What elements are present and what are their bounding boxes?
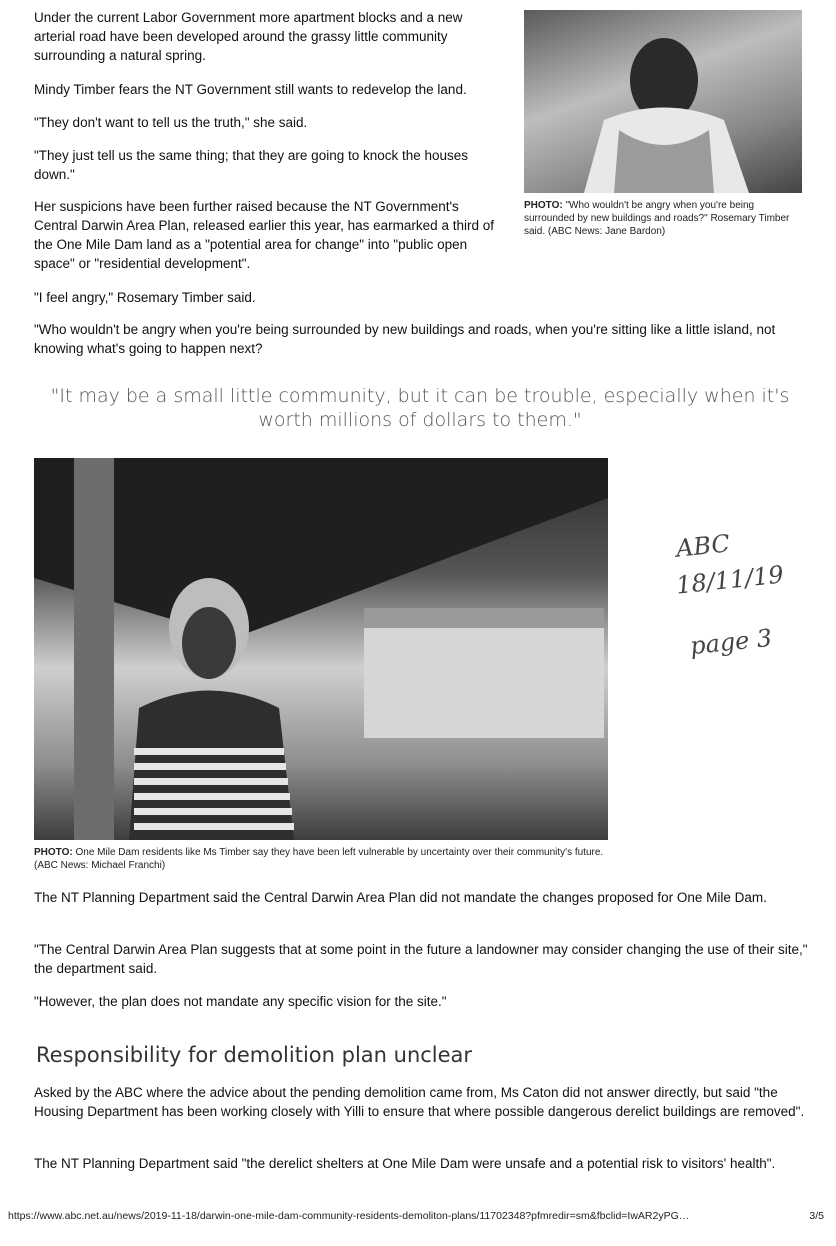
paragraph: Asked by the ABC where the advice about the pending demolition came from, Ms Caton did not answer directly, but said "the Housing Department has been working closely with Yilli to ensure that where possible dangerous derelict buildings are removed".: [34, 1085, 805, 1119]
handwritten-date: 18/11/19: [674, 560, 785, 600]
paragraph: "I feel angry," Rosemary Timber said.: [34, 290, 256, 305]
paragraph: "Who wouldn't be angry when you're being surrounded by new buildings and roads, when you're sitting like a little island, not knowing what's going to happen next?: [34, 322, 776, 356]
photo-label: PHOTO:: [34, 847, 73, 858]
photo-caption: [34, 846, 734, 872]
paragraph: "They just tell us the same thing; that they are going to knock the houses down.": [34, 148, 469, 182]
caption-text: "Who wouldn't be angry when you're being surrounded by new buildings and roads?" Rosemary Timber said. (ABC News: Jane Bardon): [524, 200, 790, 237]
caption-text: One Mile Dam residents like Ms Timber say they have been left vulnerable by uncertainty over their community's future.: [75, 847, 604, 858]
page-url: https://www.abc.net.au/news/2019-11-18/darwin-one-mile-dam-community-residents-demoliton-plans/11702348?pfmredir=sm&fbclid=IwAR2yPG…: [8, 1210, 690, 1222]
paragraph: "However, the plan does not mandate any specific vision for the site.": [34, 994, 447, 1009]
pull-quote: "It may be a small little community, but it can be trouble, especially when it's worth millions of dollars to them.": [50, 385, 790, 431]
rosemary-timber-photo: [524, 10, 802, 193]
paragraph: "They don't want to tell us the truth," she said.: [34, 115, 308, 130]
photo-caption: [524, 199, 804, 238]
paragraph: The NT Planning Department said the Central Darwin Area Plan did not mandate the changes proposed for One Mile Dam.: [34, 890, 767, 905]
photo-label: PHOTO:: [524, 200, 563, 211]
paragraph: Under the current Labor Government more apartment blocks and a new arterial road have been developed around the grassy little community surrounding a natural spring.: [34, 10, 463, 63]
paragraph: "The Central Darwin Area Plan suggests that at some point in the future a landowner may consider changing the use of their site," the department said.: [34, 942, 808, 976]
paragraph: Mindy Timber fears the NT Government still wants to redevelop the land.: [34, 82, 467, 97]
caption-credit: (ABC News: Michael Franchi): [34, 860, 166, 871]
section-heading: Responsibility for demolition plan unclear: [36, 1043, 473, 1067]
one-mile-dam-photo: [34, 458, 608, 840]
handwritten-source: ABC: [674, 529, 732, 563]
page-number: 3/5: [809, 1210, 824, 1222]
paragraph: The NT Planning Department said "the derelict shelters at One Mile Dam were unsafe and a potential risk to visitors' health".: [34, 1156, 776, 1171]
handwritten-page: page 3: [688, 623, 774, 661]
paragraph: Her suspicions have been further raised because the NT Government's Central Darwin Area Plan, released earlier this year, has earmarked a third of the One Mile Dam land as a "potential area for change" into "public open space" or "residential development".: [34, 199, 494, 271]
